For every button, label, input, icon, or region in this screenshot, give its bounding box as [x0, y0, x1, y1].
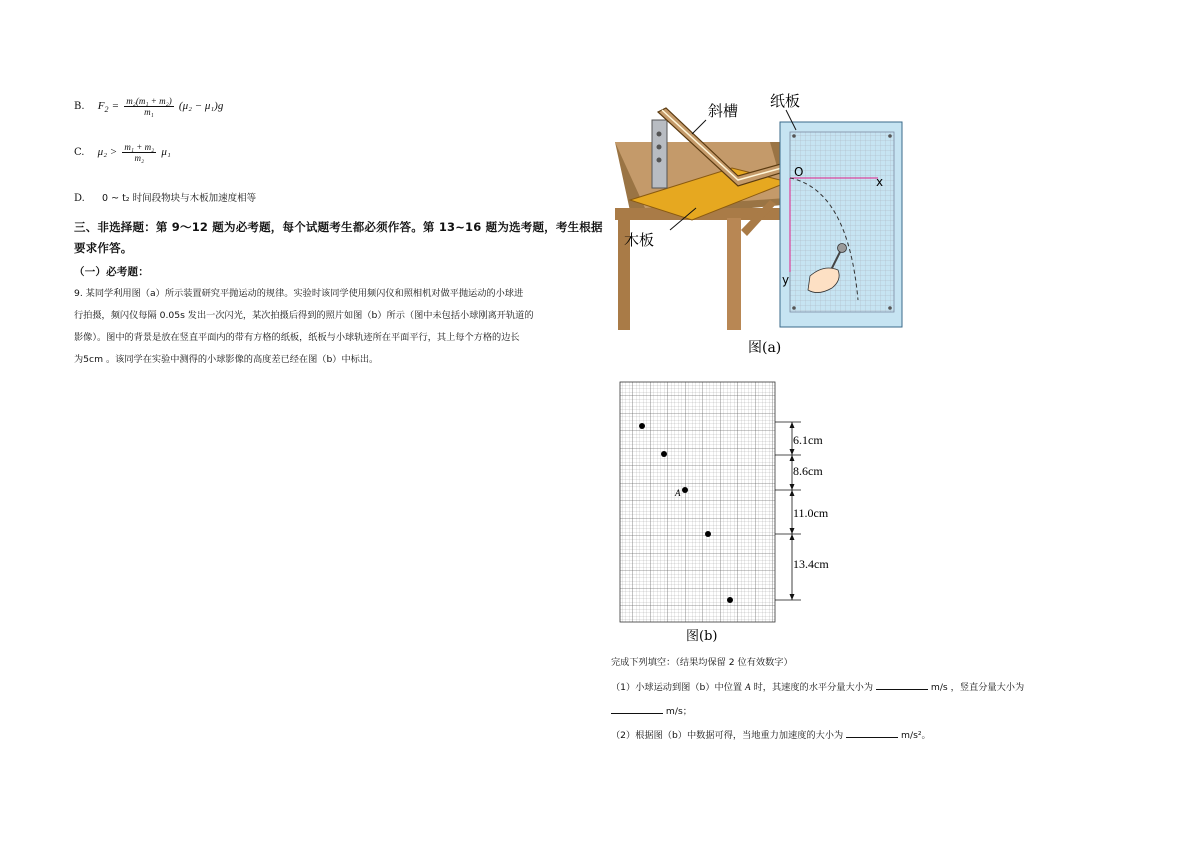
dimension-label-2: 8.6cm	[793, 464, 823, 478]
sub1-var-a: A	[745, 682, 751, 692]
option-d	[74, 190, 256, 204]
label-y: y	[782, 273, 790, 287]
sub2-unit: m/s²。	[901, 730, 931, 741]
grid-coarse	[620, 382, 775, 622]
option-b-lhs-sub: 2	[104, 105, 109, 114]
option-c-denominator: m₂	[134, 153, 145, 163]
sub1-text-c: ，竖直分量大小为	[950, 682, 1025, 693]
section-heading-line1: 三、非选择题：第 9～12 题为必考题，每个试题考生都必须作答。第 13~16 题为选考题，考生根据	[74, 220, 603, 234]
sub-question-2	[611, 724, 1024, 748]
option-b-denominator: m₁	[144, 107, 154, 117]
option-c	[74, 142, 171, 163]
answer-blank-1[interactable]	[876, 679, 928, 690]
instructions: 完成下列填空：（结果均保留 2 位有效数字）	[611, 657, 793, 668]
sub1-unit-1: m/s	[930, 682, 948, 693]
ball	[838, 244, 847, 253]
answer-blank-3[interactable]	[846, 727, 898, 738]
label-x: x	[876, 175, 884, 189]
option-b-letter: B.	[74, 101, 85, 112]
fill-in-section	[611, 651, 1024, 748]
table-leg-right	[727, 218, 741, 330]
option-b-numerator: m₂(m₁ + m₂)	[126, 96, 172, 106]
paper-board-grid	[790, 132, 894, 312]
label-origin: O	[794, 165, 804, 179]
post-hole-2	[657, 145, 662, 150]
option-d-text: 0 ~ t₂ 时间段物块与木板加速度相等	[102, 193, 257, 204]
option-c-lhs: μ₂ >	[97, 146, 118, 158]
label-chute: 斜槽	[708, 102, 739, 120]
sub1-text-a: （1）小球运动到图（b）中位置	[611, 682, 743, 693]
sub2-text: （2）根据图（b）中数据可得，当地重力加速度的大小为	[611, 730, 844, 741]
label-wood-board: 木板	[624, 231, 655, 249]
post-hole-3	[657, 158, 662, 163]
option-c-fraction	[122, 142, 156, 163]
sub-question-1-cont	[611, 700, 1024, 724]
subsection-title: （一）必考题：	[74, 266, 149, 278]
label-paper-board: 纸板	[770, 92, 801, 110]
option-b-lhs: F	[97, 100, 105, 112]
option-b: B. $F_2$ = $\frac{\text{m₂(m₁ + m₂)}}{\text{m₁}}$ (μ₂ − μ₁)g	[74, 96, 224, 117]
ball-image-5	[727, 597, 733, 603]
sub1-text-b: 时，其速度的水平分量大小为	[753, 682, 874, 693]
section-heading	[74, 217, 603, 259]
dimension-label-3: 11.0cm	[793, 506, 829, 520]
caption-b: 图(b)	[686, 629, 718, 644]
figure-a	[610, 90, 910, 358]
option-c-tail: μ₁	[161, 146, 171, 158]
pin-tl	[792, 134, 796, 138]
q9-line2: 行拍摄，频闪仪每隔 0.05s 发出一次闪光，某次拍摄后得到的照片如图（b）所示（图中未包括小球刚离开轨道的	[74, 310, 534, 321]
option-c-letter: C.	[74, 147, 85, 158]
dimension-label-4: 13.4cm	[793, 557, 829, 571]
q9-line3: 影像）。图中的背景是放在竖直平面内的带有方格的纸板，纸板与小球轨迹所在平面平行，其上每个方格的边长	[74, 332, 520, 343]
dimension-label-1: 6.1cm	[793, 433, 823, 447]
ball-image-3	[682, 487, 688, 493]
pin-bl	[792, 306, 796, 310]
question-9	[74, 283, 594, 371]
ball-image-1	[639, 423, 645, 429]
pin-tr	[888, 134, 892, 138]
q9-line4: 为5cm 。该同学在实验中测得的小球影像的高度差已经在图（b）中标出。	[74, 354, 379, 365]
option-b-fraction	[124, 96, 173, 117]
sub1-unit-2: m/s；	[665, 706, 692, 717]
option-c-numerator: m₁ + m₂	[124, 142, 155, 152]
option-d-letter: D.	[74, 193, 85, 204]
figure-b	[615, 378, 845, 646]
label-point-a: A	[675, 488, 681, 498]
sub-question-1	[611, 675, 1024, 700]
ball-image-4	[705, 531, 711, 537]
ball-image-2	[661, 451, 667, 457]
caption-a: 图(a)	[748, 340, 782, 356]
option-b-tail: (μ₂ − μ₁)g	[178, 100, 224, 112]
section-heading-line2: 要求作答。	[74, 241, 133, 255]
post-hole-1	[657, 132, 662, 137]
answer-blank-2[interactable]	[611, 703, 663, 714]
pin-br	[888, 306, 892, 310]
post	[652, 120, 667, 188]
chute-pointer	[692, 120, 706, 134]
q9-line1: 9. 某同学利用图（a）所示装置研究平抛运动的规律。实验时该同学使用频闪仪和照相机对做平抛运动的小球进	[74, 288, 524, 299]
